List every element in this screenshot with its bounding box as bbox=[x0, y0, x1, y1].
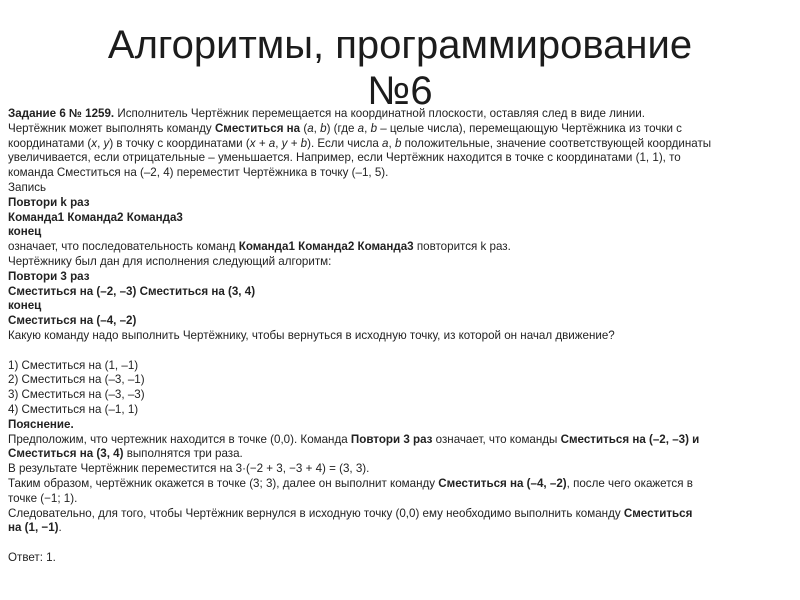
explanation-line-5: точке (−1; 1). bbox=[8, 491, 78, 505]
explanation-line-4: Таким образом, чертёжник окажется в точке (3; 3), далее он выполнит команду Сместиться на (–4, –2), после чего окажется в bbox=[8, 476, 693, 490]
task-intro-line-5: команда Сместиться на (–2, 4) переместит Чертёжника в точку (–1, 5). bbox=[8, 166, 389, 180]
repeat-k-line: Повтори k раз bbox=[8, 195, 90, 209]
commands-line: Команда1 Команда2 Команда3 bbox=[8, 210, 183, 224]
given-line: Чертёжнику был дан для исполнения следующий алгоритм: bbox=[8, 254, 332, 268]
end-line: конец bbox=[8, 225, 42, 239]
title-line-2: №6 bbox=[367, 69, 433, 113]
explanation-line-2: Сместиться на (3, 4) выполнятся три раза. bbox=[8, 447, 243, 461]
answer-option-1: 1) Сместиться на (1, –1) bbox=[8, 358, 139, 372]
algorithm-line-2: Сместиться на (–2, –3) Сместиться на (3, 4) bbox=[8, 284, 256, 298]
task-intro-line-1: Задание 6 № 1259. Исполнитель Чертёжник перемещается на координатной плоскости, оставляя след в виде линии. bbox=[8, 107, 645, 120]
explanation-line-7: на (1, −1). bbox=[8, 521, 62, 535]
slide-title bbox=[0, 22, 800, 114]
command-name: Сместиться на bbox=[214, 121, 301, 135]
task-content bbox=[8, 107, 793, 566]
answer-option-3: 3) Сместиться на (–3, –3) bbox=[8, 388, 145, 402]
question-line: Какую команду надо выполнить Чертёжнику, чтобы вернуться в исходную точку, из которой он начал движение? bbox=[8, 328, 615, 342]
answer-line: Ответ: 1. bbox=[8, 550, 56, 564]
answer-option-4: 4) Сместиться на (–1, 1) bbox=[8, 402, 139, 416]
algorithm-line-4: Сместиться на (–4, –2) bbox=[8, 314, 137, 328]
algorithm-line-3: конец bbox=[8, 299, 42, 313]
record-label: Запись bbox=[8, 180, 47, 194]
task-intro-line-4: увеличивается, если отрицательные – уменьшается. Например, если Чертёжник находится в точке с координатами (1, 1), то bbox=[8, 151, 681, 165]
title-line-1: Алгоритмы, программирование bbox=[107, 23, 693, 67]
explanation-line-6: Следовательно, для того, чтобы Чертёжник вернулся в исходную точку (0,0) ему необходимо выполнить команду Сместиться bbox=[8, 506, 693, 520]
spacer bbox=[8, 536, 793, 551]
task-label: Задание 6 № 1259. bbox=[8, 107, 115, 120]
algorithm-line-1: Повтори 3 раз bbox=[8, 269, 90, 283]
task-intro-line-3: координатами (x, y) в точку с координатами (x + a, y + b). Если числа a, b положительные, значение соответствующей координаты bbox=[8, 136, 712, 150]
answer-option-2: 2) Сместиться на (–3, –1) bbox=[8, 373, 145, 387]
explanation-line-3: В результате Чертёжник переместится на 3·(−2 + 3, −3 + 4) = (3, 3). bbox=[8, 462, 370, 476]
task-intro-line-2: Чертёжник может выполнять команду Сместиться на (a, b) (где a, b – целые числа), перемещающую Чертёжника из точки с bbox=[8, 121, 682, 135]
explanation-heading: Пояснение. bbox=[8, 417, 74, 431]
explanation-line-1: Предположим, что чертежник находится в точке (0,0). Команда Повтори 3 раз означает, что команды Сместиться на (–2, –3) и bbox=[8, 432, 700, 446]
spacer bbox=[8, 344, 793, 359]
means-line: означает, что последовательность команд Команда1 Команда2 Команда3 повторится k раз. bbox=[8, 240, 511, 254]
